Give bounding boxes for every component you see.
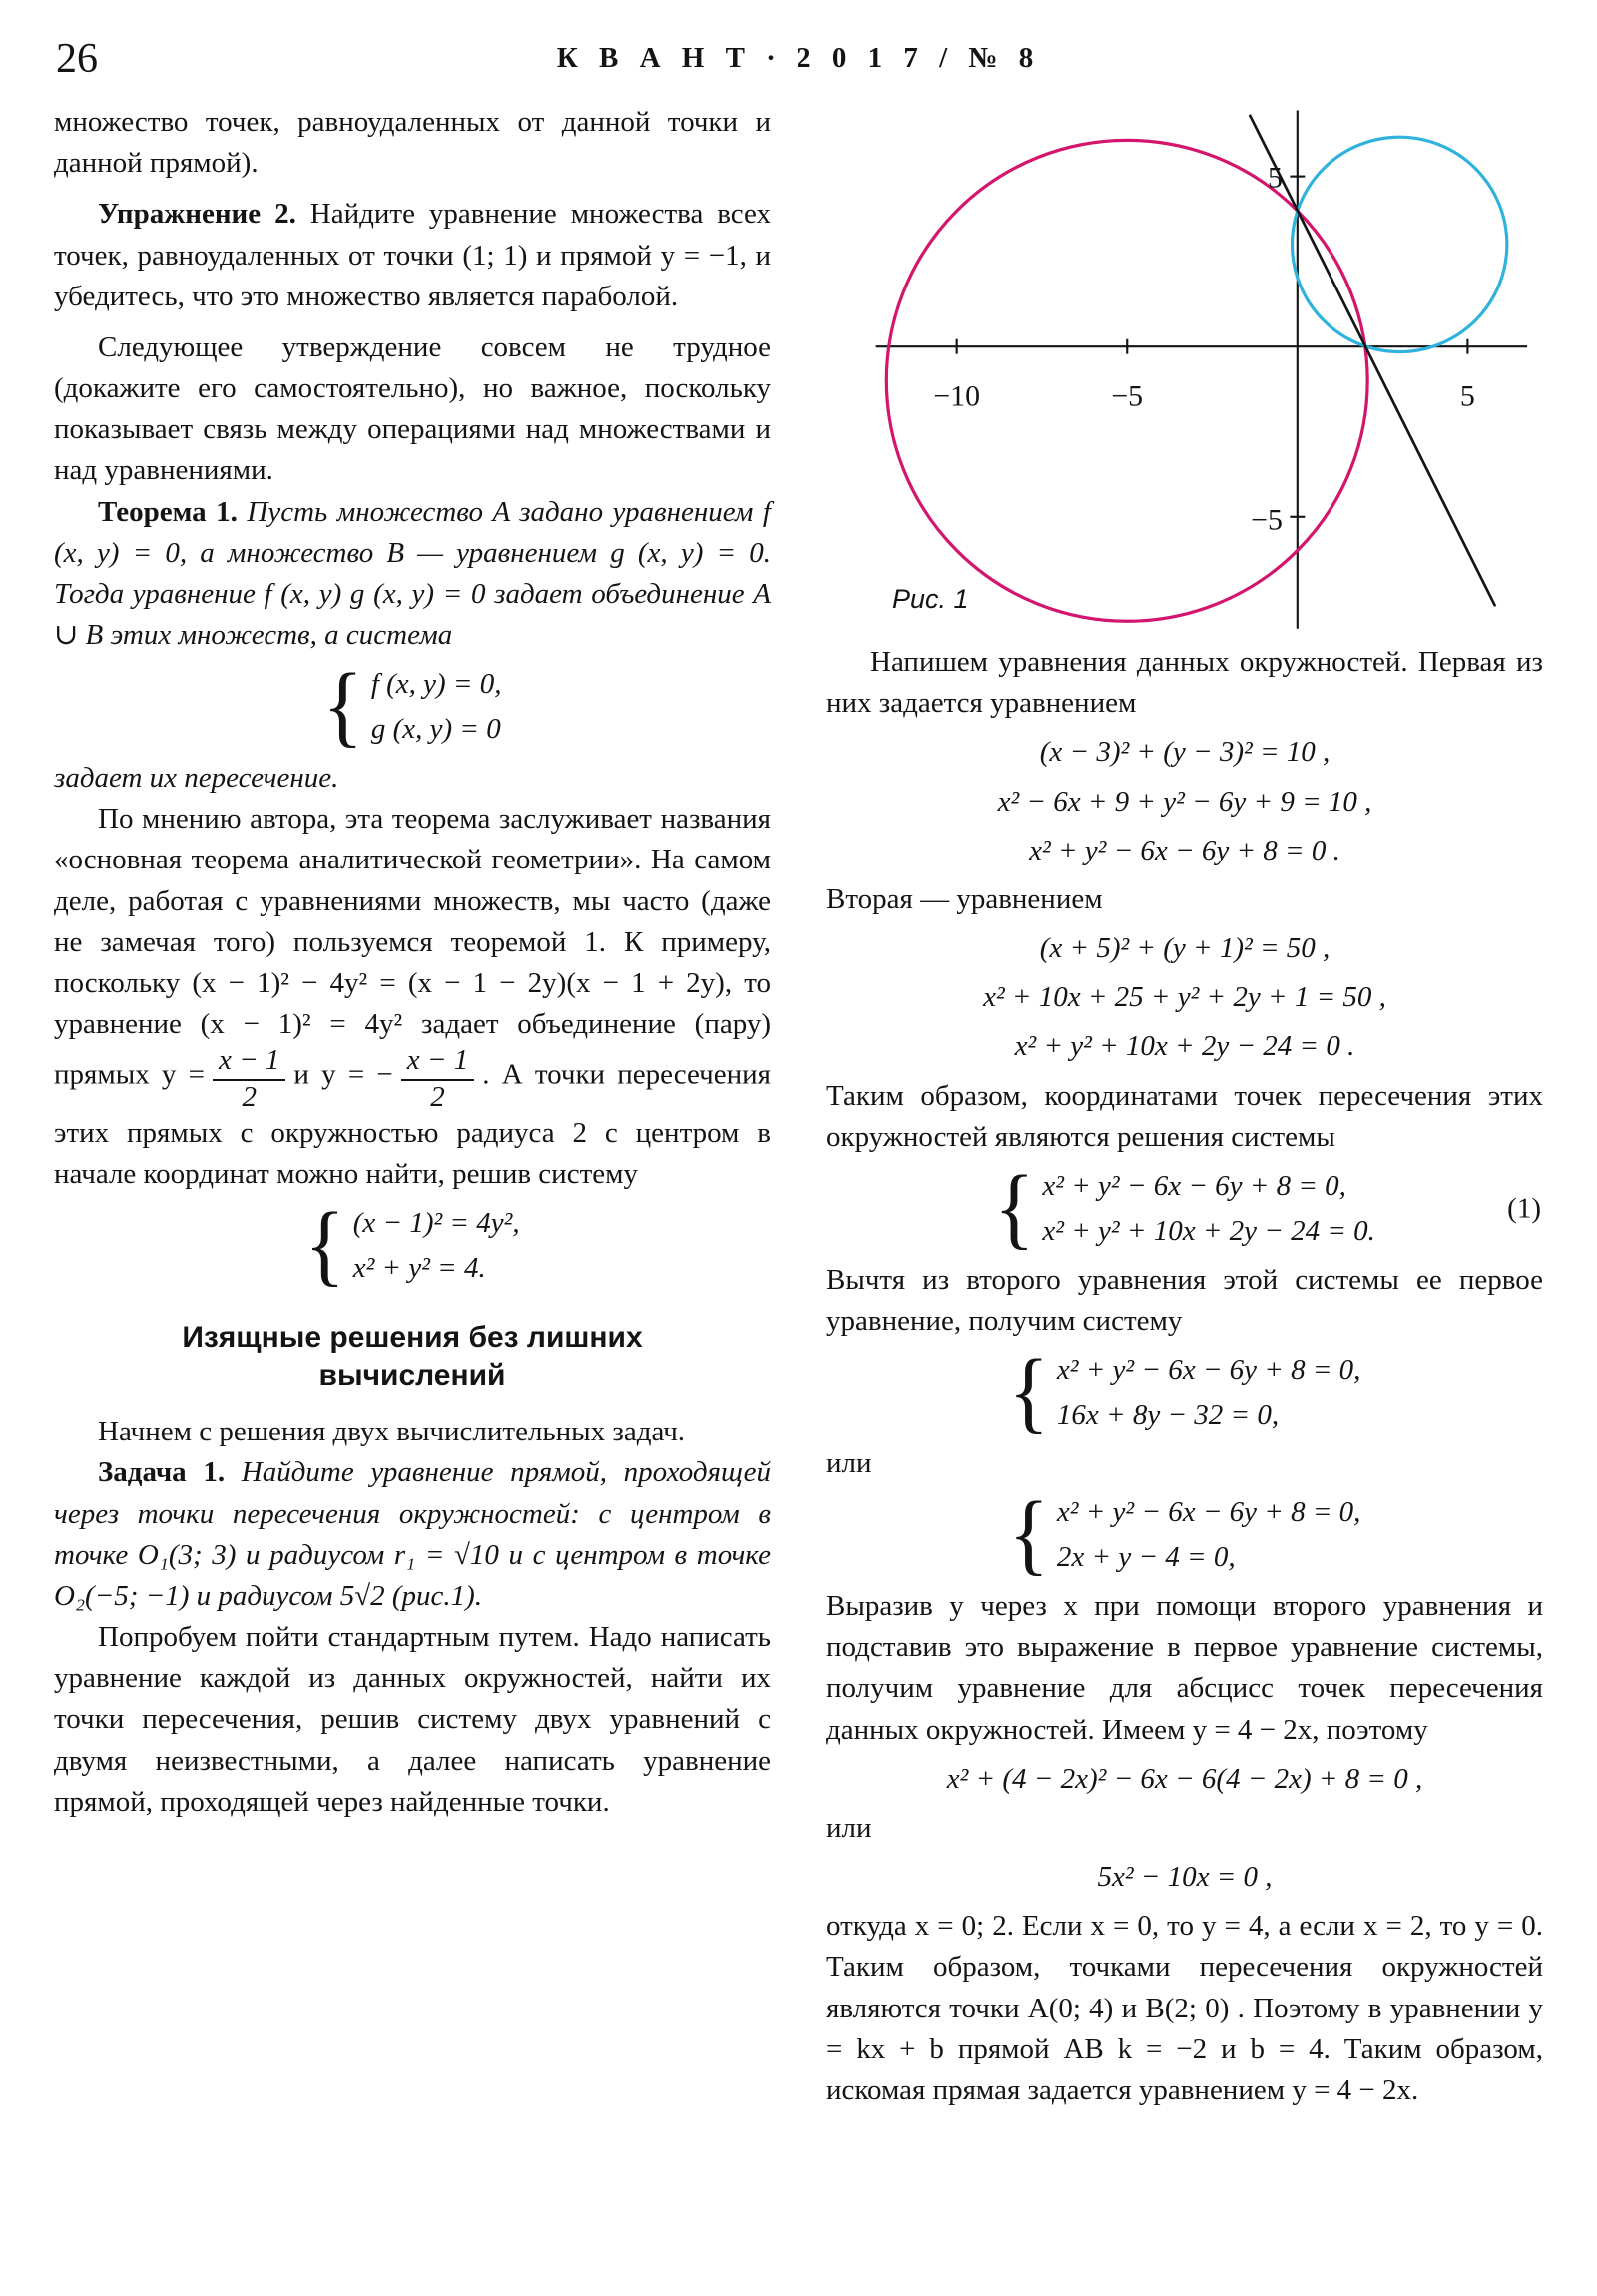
task-1 (54, 1452, 771, 1617)
paragraph: Таким образом, координатами точек пересечения этих окружностей являются решения системы (826, 1079, 1543, 1153)
page-number: 26 (56, 36, 98, 82)
paragraph: или (826, 1447, 872, 1480)
equation: x² + y² − 6x − 6y + 8 = 0 . (1029, 834, 1340, 866)
equation: 16x + 8y − 32 = 0, (1056, 1399, 1280, 1432)
system-lines (1057, 1490, 1360, 1580)
equation: x² + 10x + 25 + y² + 2y + 1 = 50 , (983, 981, 1386, 1014)
text-run: . А точки пересечения этих прямых с окружностью радиуса 2 с центром в начале координат можно найти, решив систему (54, 1058, 771, 1191)
equation: x² + y² − 6x − 6y + 8 = 0, (1042, 1169, 1346, 1202)
brace-icon: { (1008, 1484, 1049, 1585)
page-header (54, 24, 1543, 88)
right-column (826, 102, 1543, 2111)
task-text: Найдите уравнение прямой, проходящей через точки пересечения окружностей: с центром в точке O₁(3; 3) и радиусом r₁ = √10 и с центром в точке O₂(−5; −1) и радиусом 5√2 (рис.1). (54, 1456, 772, 1612)
system-lines (1042, 1164, 1374, 1254)
y-tick-label: −5 (1251, 503, 1284, 537)
fraction (213, 1045, 285, 1113)
brace-icon: { (1008, 1342, 1049, 1442)
exercise-text: Найдите уравнение множества всех точек, равноудаленных от точки (1; 1) и прямой y = −1, и убедитесь, что это множество является параболой. (54, 198, 772, 312)
brace-icon: { (304, 1195, 345, 1296)
equation: x² + y² − 6x − 6y + 8 = 0, (1056, 1496, 1361, 1529)
equation-system (54, 1195, 771, 1296)
figure-caption: Рис. 1 (892, 583, 969, 614)
line-ab (1250, 115, 1495, 607)
text-run: и y = − (293, 1058, 393, 1091)
equation: x² + y² − 6x − 6y + 8 = 0, (1056, 1354, 1361, 1387)
paragraph: откуда x = 0; 2. Если x = 0, то y = 4, а если x = 2, то y = 0. Таким образом, точками пересечения окружностей являются точки A(0; 4) и B(2; 0) . Поэтому в уравнении y = kx + b прямой AB k = −2 и b = 4. Таким образом, искомая прямая задается уравнением y = 4 − 2x. (826, 1910, 1543, 2106)
x-tick-label: −10 (933, 379, 981, 413)
paragraph-with-fractions (54, 799, 771, 1195)
journal-title: К В А Н Т · 2 0 1 7 / № 8 (556, 42, 1041, 74)
equation: (x + 5)² + (y + 1)² = 50 , (1039, 932, 1331, 965)
system-lines (353, 1201, 520, 1291)
section-heading: Изящные решения без лишних вычислений (182, 1321, 643, 1392)
paragraph: Вычтя из второго уравнения этой системы ее первое уравнение, получим систему (826, 1263, 1543, 1337)
two-column-layout (54, 102, 1543, 2111)
paragraph: Выразив y через x при помощи второго уравнения и подставив это выражение в первое уравнение системы, получим уравнение для абсцисс точек пересечения данных окружностей. Имеем y = 4 − 2x, поэтому (826, 1590, 1543, 1746)
theorem-1 (54, 492, 771, 657)
equation: x² + y² + 10x + 2y − 24 = 0. (1042, 1214, 1375, 1247)
figure-1-plot (833, 102, 1536, 634)
paragraph: Вторая — уравнением (826, 882, 1103, 915)
left-column (54, 102, 771, 2111)
equation-system-1 (826, 1158, 1543, 1259)
equation: g (x, y) = 0 (370, 713, 501, 746)
paragraph: Попробуем пойти стандартным путем. Надо написать уравнение каждой из данных окружностей, найти их точки пересечения, решив систему двух уравнений с двумя неизвестными, а далее написать уравнение прямой, проходящей через найденные точки. (54, 1621, 771, 1818)
paragraph: Напишем уравнения данных окружностей. Первая из них задается уравнением (826, 646, 1543, 720)
x-tick-label: 5 (1460, 379, 1476, 413)
equation: (x − 3)² + (y − 3)² = 10 , (1039, 736, 1331, 769)
fraction-numerator: x − 1 (401, 1045, 474, 1080)
theorem-label: Теорема 1. (98, 495, 238, 528)
paragraph: или (826, 1811, 872, 1844)
fraction-denominator: 2 (242, 1080, 257, 1113)
exercise-2 (54, 194, 771, 317)
fraction-denominator: 2 (430, 1080, 445, 1113)
paragraph-continuation: множество точек, равноудаленных от данной точки и данной прямой). (54, 106, 771, 180)
paragraph: Следующее утверждение совсем не трудное (докажите его самостоятельно), но важное, поскольку показывает связь между операциями над множествами и над уравнениями. (54, 330, 771, 487)
equation: x² + y² + 10x + 2y − 24 = 0 . (1014, 1030, 1355, 1063)
fraction (401, 1045, 474, 1113)
theorem-text: Пусть множество A задано уравнением f (x, y) = 0, а множество B — уравнением g (x, y) = 0. Тогда уравнение f (x, y) g (x, y) = 0 задает объединение A ∪ B этих множеств, а система (54, 495, 771, 652)
equation-number: (1) (1507, 1192, 1541, 1225)
system-lines (371, 662, 502, 752)
equation: 5x² − 10x = 0 , (1097, 1861, 1273, 1894)
x-tick-label: −5 (1111, 379, 1144, 413)
fraction-numerator: x − 1 (213, 1045, 285, 1080)
equation: x² + (4 − 2x)² − 6x − 6(4 − 2x) + 8 = 0 , (946, 1762, 1423, 1795)
theorem-conclusion: задает их пересечение. (54, 762, 339, 795)
system-lines (1057, 1348, 1360, 1437)
equation: x² + y² = 4. (352, 1252, 486, 1285)
equation-system (826, 1484, 1543, 1585)
brace-icon: { (322, 656, 363, 757)
equation: (x − 1)² = 4y², (352, 1207, 520, 1240)
equation-system (826, 1342, 1543, 1442)
equation-system (54, 656, 771, 757)
figure-1 (826, 102, 1543, 634)
equation: f (x, y) = 0, (370, 668, 502, 701)
task-label: Задача 1. (98, 1456, 226, 1489)
equation: x² − 6x + 9 + y² − 6y + 9 = 10 , (997, 785, 1372, 818)
y-tick-label: 5 (1268, 161, 1284, 195)
text-run: По мнению автора, эта теорема заслуживает названия «основная теорема аналитической геометрии». На самом деле, работая с уравнениями множеств, мы часто (даже не замечая того) пользуемся теоремой 1. К примеру, поскольку (x − 1)² − 4y² = (x − 1 − 2y)(x − 1 + 2y), то уравнение (x − 1)² = 4y² задает объединение (пару) прямых y = (54, 803, 771, 1091)
brace-icon: { (994, 1158, 1035, 1259)
equation: 2x + y − 4 = 0, (1056, 1541, 1236, 1574)
exercise-label: Упражнение 2. (98, 198, 296, 231)
paragraph: Начнем с решения двух вычислительных задач. (98, 1416, 686, 1448)
